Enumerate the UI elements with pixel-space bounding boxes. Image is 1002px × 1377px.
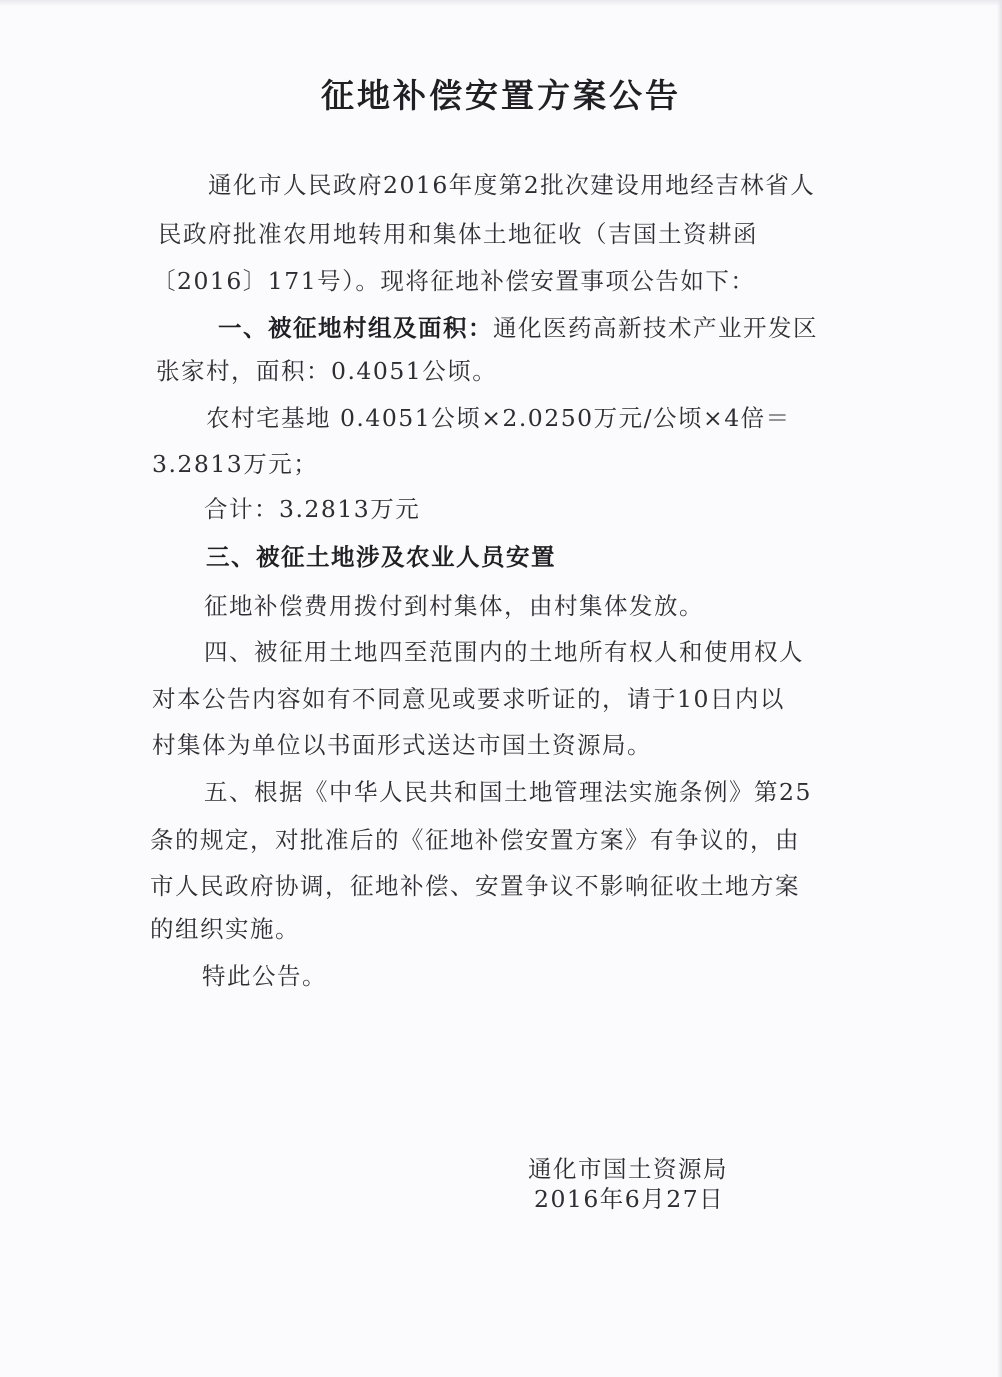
section-1-line-1 bbox=[218, 313, 818, 343]
section-5-line-3: 市人民政府协调，征地补偿、安置争议不影响征收土地方案 bbox=[150, 872, 800, 900]
section-4-line-2: 对本公告内容如有不同意见或要求听证的，请于10日内以 bbox=[152, 685, 785, 713]
section-1-area: 通化医药高新技术产业开发区 bbox=[493, 314, 818, 342]
total-line: 合计：3.2813万元 bbox=[204, 495, 421, 523]
notice-title: 征地补偿安置方案公告 bbox=[321, 76, 681, 115]
section-5-line-1: 五、根据《中华人民共和国土地管理法实施条例》第25 bbox=[204, 778, 812, 806]
section-3-heading: 三、被征土地涉及农业人员安置 bbox=[206, 543, 556, 571]
section-3-body: 征地补偿费用拨付到村集体，由村集体发放。 bbox=[204, 592, 704, 620]
section-5-line-4: 的组织实施。 bbox=[150, 915, 300, 943]
intro-line-1: 通化市人民政府2016年度第2批次建设用地经吉林省人 bbox=[208, 171, 816, 199]
scan-edge-top bbox=[0, 0, 1002, 6]
scan-edge-right bbox=[997, 0, 1002, 1377]
section-4-line-1: 四、被征用土地四至范围内的土地所有权人和使用权人 bbox=[204, 638, 804, 666]
section-2-line-1: 农村宅基地 0.4051公顷×2.0250万元/公顷×4倍＝ bbox=[206, 404, 791, 432]
section-4-line-3: 村集体为单位以书面形式送达市国土资源局。 bbox=[152, 731, 652, 759]
intro-line-2: 民政府批准农用地转用和集体土地征收（吉国土资耕函 bbox=[158, 220, 758, 248]
issuer-name: 通化市国土资源局 bbox=[528, 1155, 728, 1183]
section-1-heading: 一、被征地村组及面积： bbox=[218, 314, 493, 342]
intro-line-3: 〔2016〕171号）。现将征地补偿安置事项公告如下： bbox=[152, 267, 756, 295]
closing-text: 特此公告。 bbox=[202, 962, 327, 990]
section-2-line-2: 3.2813万元； bbox=[152, 450, 319, 478]
section-5-line-2: 条的规定，对批准后的《征地补偿安置方案》有争议的，由 bbox=[150, 826, 800, 854]
section-1-line-2: 张家村，面积：0.4051公顷。 bbox=[156, 357, 498, 385]
issue-date: 2016年6月27日 bbox=[534, 1185, 725, 1213]
